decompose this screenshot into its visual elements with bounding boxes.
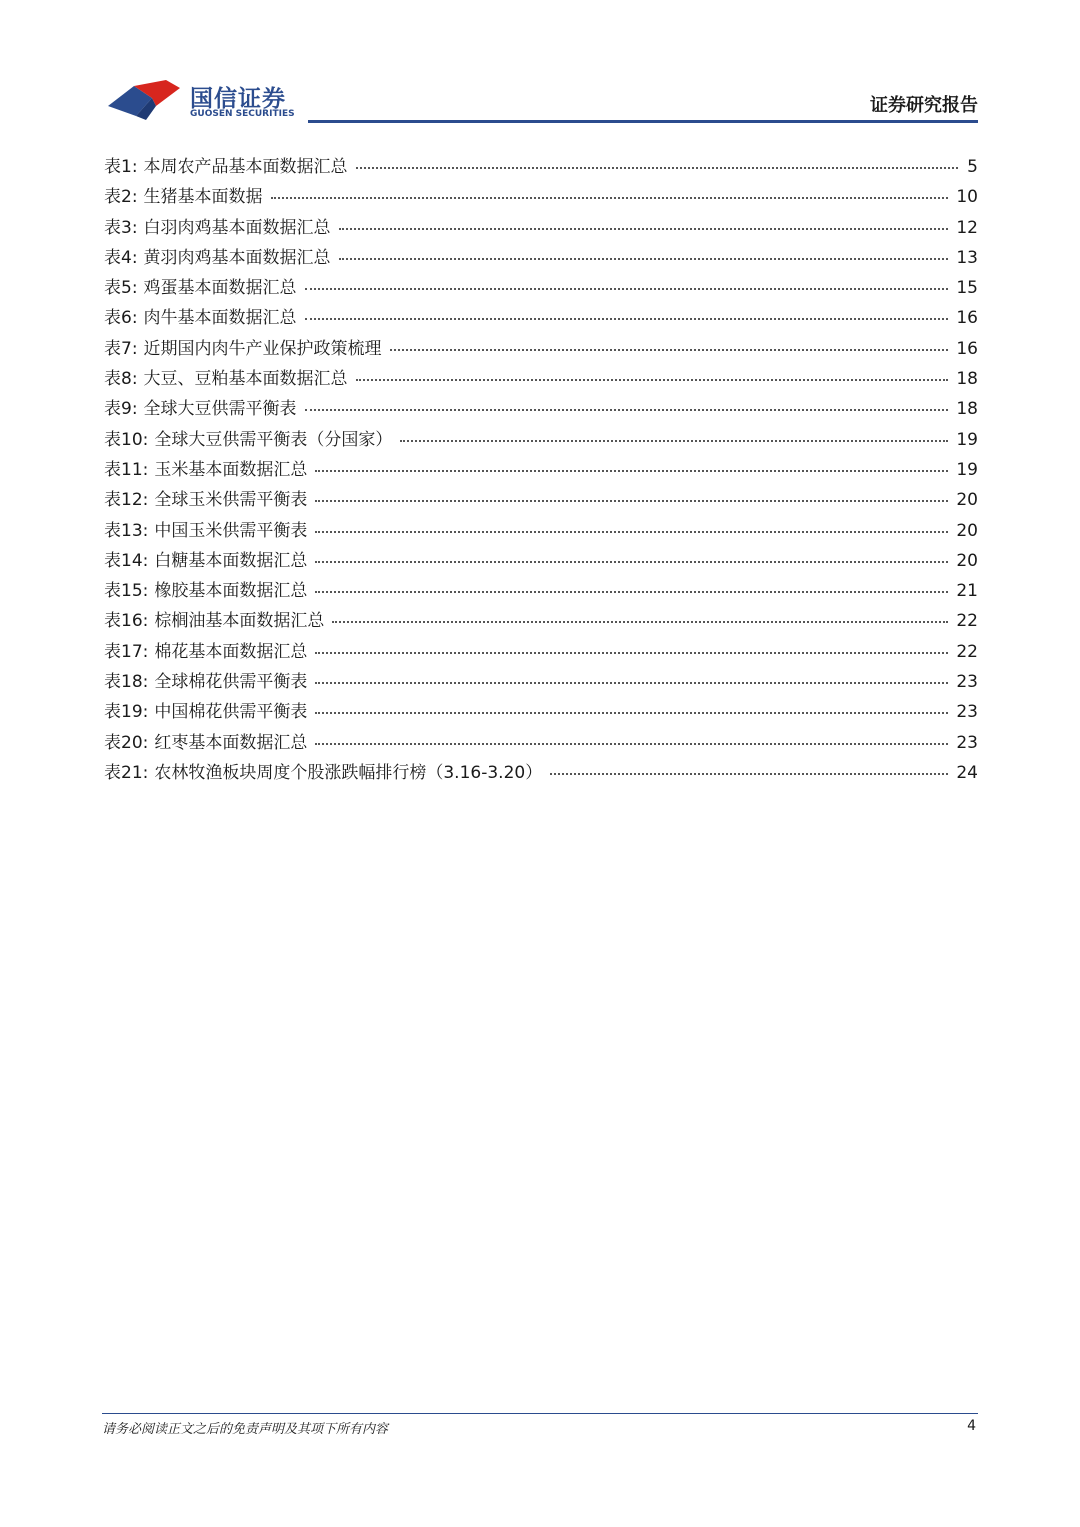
toc-entry-page: 15 <box>956 278 978 299</box>
toc-dot-leader <box>315 561 948 563</box>
toc-dot-leader <box>271 197 949 199</box>
toc-dot-leader <box>315 652 948 654</box>
toc-entry-title: 白糖基本面数据汇总 <box>154 550 308 571</box>
toc-dot-leader <box>305 409 949 411</box>
toc-dot-leader <box>356 167 958 169</box>
table-of-tables <box>104 152 978 788</box>
toc-entry[interactable] <box>104 576 978 606</box>
toc-entry[interactable] <box>104 213 978 243</box>
toc-dot-leader <box>305 288 949 290</box>
toc-entry-label: 表5: <box>104 278 138 299</box>
toc-entry-label: 表13: <box>104 520 149 541</box>
toc-entry-title: 全球大豆供需平衡表（分国家） <box>154 429 393 450</box>
toc-entry-label: 表16: <box>104 611 149 632</box>
toc-entry-page: 5 <box>967 157 978 177</box>
toc-entry-page: 21 <box>956 581 978 602</box>
toc-entry-title: 白羽肉鸡基本面数据汇总 <box>143 217 331 238</box>
toc-entry[interactable] <box>104 758 978 788</box>
toc-entry-page: 20 <box>956 490 978 511</box>
toc-entry-label: 表20: <box>104 732 149 753</box>
toc-entry[interactable] <box>104 364 978 394</box>
toc-entry-title: 中国玉米供需平衡表 <box>154 520 308 541</box>
toc-entry-title: 全球棉花供需平衡表 <box>154 672 308 693</box>
toc-entry-label: 表19: <box>104 702 149 723</box>
footer-disclaimer: 请务必阅读正文之后的免责声明及其项下所有内容 <box>102 1422 389 1437</box>
toc-entry[interactable] <box>104 667 978 697</box>
toc-dot-leader <box>332 621 948 623</box>
toc-entry-page: 12 <box>956 217 978 238</box>
toc-entry-title: 橡胶基本面数据汇总 <box>154 581 308 602</box>
toc-entry-page: 23 <box>956 702 978 723</box>
toc-dot-leader <box>390 349 949 351</box>
toc-entry[interactable] <box>104 273 978 303</box>
toc-entry-page: 16 <box>956 308 978 329</box>
toc-entry-label: 表10: <box>104 429 149 450</box>
toc-entry[interactable] <box>104 516 978 546</box>
toc-entry-title: 玉米基本面数据汇总 <box>154 459 308 480</box>
toc-entry-title: 生猪基本面数据 <box>143 187 263 208</box>
toc-entry[interactable] <box>104 606 978 636</box>
toc-entry-label: 表11: <box>104 459 149 480</box>
toc-entry-label: 表18: <box>104 672 149 693</box>
toc-entry[interactable] <box>104 455 978 485</box>
toc-entry-title: 棉花基本面数据汇总 <box>154 641 308 662</box>
toc-entry[interactable] <box>104 485 978 515</box>
toc-dot-leader <box>315 591 948 593</box>
toc-dot-leader <box>400 440 948 442</box>
toc-entry-page: 23 <box>956 732 978 753</box>
header-divider <box>308 120 978 123</box>
toc-entry-label: 表8: <box>104 369 138 390</box>
toc-entry[interactable] <box>104 334 978 364</box>
toc-entry-label: 表9: <box>104 399 138 420</box>
toc-dot-leader <box>315 531 948 533</box>
toc-entry-page: 24 <box>956 762 978 783</box>
logo-english-name: GUOSEN SECURITIES <box>190 109 295 119</box>
toc-entry[interactable] <box>104 243 978 273</box>
toc-entry-page: 10 <box>956 187 978 208</box>
toc-entry[interactable] <box>104 303 978 333</box>
toc-entry[interactable] <box>104 546 978 576</box>
toc-entry-title: 棕榈油基本面数据汇总 <box>154 611 325 632</box>
toc-dot-leader <box>315 682 948 684</box>
toc-entry[interactable] <box>104 182 978 212</box>
toc-entry-title: 中国棉花供需平衡表 <box>154 702 308 723</box>
toc-dot-leader <box>550 773 948 775</box>
toc-entry-title: 本周农产品基本面数据汇总 <box>143 157 348 177</box>
toc-entry[interactable] <box>104 728 978 758</box>
toc-dot-leader <box>356 379 949 381</box>
toc-entry-page: 16 <box>956 338 978 359</box>
toc-entry-title: 黄羽肉鸡基本面数据汇总 <box>143 247 331 268</box>
toc-entry-page: 13 <box>956 247 978 268</box>
toc-entry-label: 表14: <box>104 550 149 571</box>
toc-dot-leader <box>315 500 948 502</box>
toc-entry[interactable] <box>104 394 978 424</box>
footer-divider <box>102 1413 978 1414</box>
toc-entry-label: 表2: <box>104 187 138 208</box>
guosen-logo-icon <box>106 76 186 126</box>
toc-entry-label: 表6: <box>104 308 138 329</box>
page-number: 4 <box>967 1418 976 1434</box>
toc-entry-label: 表12: <box>104 490 149 511</box>
toc-entry-page: 23 <box>956 672 978 693</box>
toc-entry-page: 19 <box>956 459 978 480</box>
toc-entry-title: 大豆、豆粕基本面数据汇总 <box>143 369 348 390</box>
toc-dot-leader <box>339 258 949 260</box>
report-type-label: 证券研究报告 <box>870 95 978 116</box>
toc-dot-leader <box>339 228 949 230</box>
toc-dot-leader <box>315 712 948 714</box>
toc-entry-title: 近期国内肉牛产业保护政策梳理 <box>143 338 382 359</box>
toc-entry-title: 肉牛基本面数据汇总 <box>143 308 297 329</box>
toc-entry-page: 18 <box>956 399 978 420</box>
toc-entry-label: 表17: <box>104 641 149 662</box>
company-logo <box>106 76 296 126</box>
toc-entry-title: 全球玉米供需平衡表 <box>154 490 308 511</box>
toc-entry-title: 红枣基本面数据汇总 <box>154 732 308 753</box>
toc-entry[interactable] <box>104 425 978 455</box>
toc-entry[interactable] <box>104 697 978 727</box>
toc-entry[interactable] <box>104 152 978 182</box>
toc-entry-page: 22 <box>956 641 978 662</box>
toc-entry-page: 22 <box>956 611 978 632</box>
toc-entry-label: 表4: <box>104 247 138 268</box>
toc-dot-leader <box>315 743 948 745</box>
toc-entry-title: 全球大豆供需平衡表 <box>143 399 297 420</box>
toc-entry-title: 鸡蛋基本面数据汇总 <box>143 278 297 299</box>
toc-entry-page: 18 <box>956 369 978 390</box>
toc-entry-label: 表1: <box>104 157 138 177</box>
logo-chinese-name: 国信证券 <box>190 86 286 112</box>
toc-entry-page: 19 <box>956 429 978 450</box>
toc-entry-label: 表21: <box>104 762 149 783</box>
toc-entry-page: 20 <box>956 520 978 541</box>
toc-entry-label: 表3: <box>104 217 138 238</box>
toc-entry-label: 表15: <box>104 581 149 602</box>
toc-entry-label: 表7: <box>104 338 138 359</box>
toc-entry-page: 20 <box>956 550 978 571</box>
toc-dot-leader <box>315 470 948 472</box>
toc-dot-leader <box>305 318 949 320</box>
toc-entry[interactable] <box>104 637 978 667</box>
toc-entry-title: 农林牧渔板块周度个股涨跌幅排行榜（3.16-3.20） <box>154 762 543 783</box>
